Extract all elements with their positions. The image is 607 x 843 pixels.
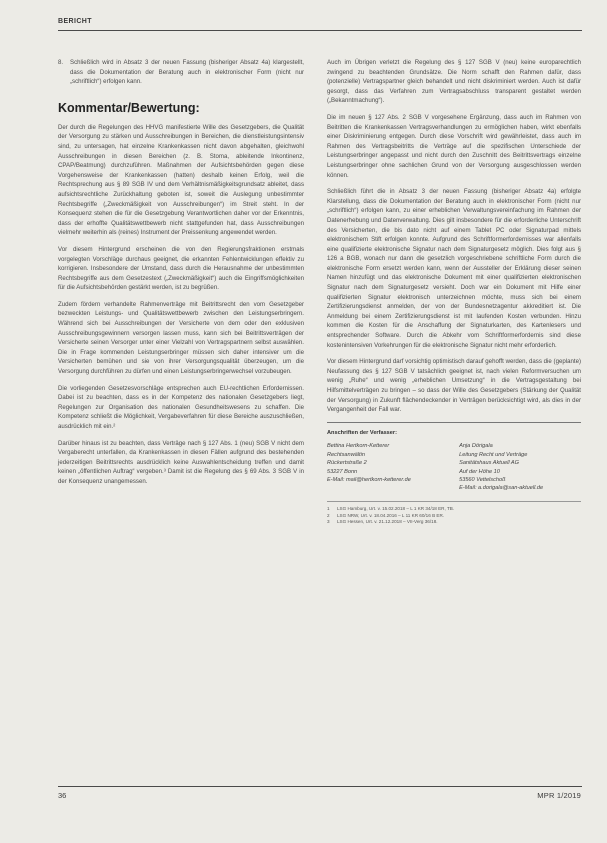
paragraph: Auch im Übrigen verletzt die Regelung des § 127 SGB V (neu) keine europarechtlich zwingend zu beachtenden Grundsätze. Die Norm schafft den Rahmen dafür, dass (potenzielle) Vertragspartner gleich behandelt und nicht diskriminiert werden. Auch ist dafür gesorgt, dass das Verfahren zum Vertragsabschluss transparent gestaltet werden („Bekanntmachung“). bbox=[327, 59, 581, 105]
footnote bbox=[327, 513, 581, 520]
commentary-heading: Kommentar/Bewertung: bbox=[58, 100, 200, 115]
author-addresses bbox=[327, 442, 581, 492]
section-header: BERICHT bbox=[58, 18, 92, 25]
header-rule bbox=[58, 30, 582, 31]
paragraph: Vor diesem Hintergrund darf vorsichtig optimistisch darauf gehofft werden, dass die (geplante) Neufassung des § 127 SGB V tatsächlich geeignet ist, nach vielen Reformversuchen um wenig „Ruhe“ und wenig „erheblichen Umsetzung“ in die Vertragsgestaltung bei Hilfsmittelverträgen zu bringen – so dass der Wille des Gesetzgebers (Stärkung der Qualität der Versorgung) in Zukunft flächendeckender in Verträgen berücksichtigt wird, als dies in der Vergangenheit der Fall war. bbox=[327, 358, 581, 414]
author-email: E-Mail: mail@hertkorn-ketterer.de bbox=[327, 477, 411, 483]
author-line: Sanitätshaus Aktuell AG bbox=[459, 460, 519, 467]
journal-issue: MPR 1/2019 bbox=[537, 791, 581, 800]
author-line: Leitung Recht und Verträge bbox=[459, 451, 528, 458]
author-line: Rechtsanwältin bbox=[327, 451, 365, 458]
footnote-text: LSG NRW, Urt. v. 18.04.2016 – L 11 KR 60/16 B ER. bbox=[337, 512, 445, 518]
footnote bbox=[327, 519, 581, 526]
page-number: 36 bbox=[58, 791, 67, 800]
paragraph: Der durch die Regelungen des HHVG manifestierte Wille des Gesetzgebers, die Qualität der Versorgung zu stärken und Ausschreibungen in Bereichen, die dienstleistungsintensiv sind, zu untersagen, hat einzelne Krankenkassen nicht davon abgehalten, gleichwohl Ausschreibungen in diesen Bereichen (z. B. Stoma, ableitende Inkontinenz, CPAP/Beatmung) durchzuführen. Maßnahmen der Aufsichtsbehörden gegen diese Vorgehensweise der Krankenkassen (hatten) deshalb keinen Erfolg, weil die Rechtsprechung aus § 89 SGB IV und dem Verhältnismäßigkeitsgrundsatz ableitet, dass aufsichtsrechtliche Zurückhaltung geboten ist, soweit die Auslegung unbestimmter Rechtsbegriffe („Zweckmäßigkeit von Ausschreibungen“) im Streit steht. In der Konsequenz stehen die für die Gesetzgebung Verantwortlichen daher vor der Erkenntnis, dass der erhoffte Qualitätswettbewerb nicht stattgefunden hat, dass Ausschreibungen vielmehr weiterhin als (reines) Instrument der Preissenkung angewendet werden. bbox=[58, 123, 304, 237]
author-address-1 bbox=[327, 442, 449, 492]
paragraph: Schließlich führt die in Absatz 3 der neuen Fassung (bisheriger Absatz 4a) erfolgte Klarstellung, dass die Dokumentation der Beratung auch in elektronischer Form (nicht nur „schriftlich“) erfolgen kann, zu einer erheblichen Verwaltungsvereinfachung im Rahmen der Datenerhebung und Datenverwaltung. Dies gilt insbesondere für die erforderliche Unterschrift des Versicherten, die bis dato nicht auf einem Tablet PC oder Signaturpad mittels elektronischem Stift erfolgen konnte. Aufgrund des Schriftformerfordernisses war allenfalls eine qualifizierte elektronische Signatur nach dem Signaturgesetz möglich. Dies folgt aus § 126 a BGB, wonach nur dann die gesetzlich vorgeschriebene schriftliche Form durch die elektronische Form ersetzt werden kann, wenn der Aussteller der Erklärung dieser seinen Namen hinzufügt und das elektronische Dokument mit einer qualifizierten elektronischen Signatur nach dem Signaturgesetz versieht. Doch war ein Dokument mit Hilfe einer qualifizierten Signatur elektronisch unterzeichnen möchte, muss sich bei einem Zertifizierungsdienst anmelden, der von der Bundesnetzagentur akkreditiert ist. Die Anmeldung bei einem Zertifizierungsdienst ist mit laufenden Kosten verbunden. Hinzu kommen die Kosten für die Anschaffung der Signaturkarten, des Kartenlesers und entsprechender Software. Durch die Abkehr vom Schriftformerfordernis sind diese kostenintensiven Vorkehrungen für die elektronische Signatur nicht mehr erforderlich. bbox=[327, 188, 581, 349]
authors-heading: Anschriften der Verfasser: bbox=[327, 422, 581, 439]
footnote bbox=[327, 506, 581, 513]
right-column bbox=[327, 58, 581, 526]
paragraph: Zudem fördern verhandelte Rahmenverträge mit Beitrittsrecht den vom Gesetzgeber bezweckten Leistungs- und Qualitätswettbewerb zwischen den Leistungserbringern. Während sich bei Ausschreibungen der Versicherte von dem oder den exklusiven Ausschreibungsgewinnern versorgen lassen muss, kann sich bei Beitrittsverträgen der Versicherte seinen Versorger unter einer Vielzahl von Vertragspartnern selbst auswählen. Die in Frage kommenden Leistungserbringer müssen sich daher intensiver um die Versicherten bemühen und sie von ihrer Versorgungsqualität überzeugen, um die Versorgung durchführen zu dürfen und einen Leistungserbringerwechsel vorzubeugen. bbox=[58, 300, 304, 376]
paragraph: Die im neuen § 127 Abs. 2 SGB V vorgesehene Ergänzung, dass auch im Rahmen von Beitritten die Krankenkassen Vertragsverhandlungen zu ermöglichen haben, wirkt ebenfalls einer Diskriminierung entgegen. Durch diese Vorschrift wird gewährleistet, dass auch im Rahmen des Vertragsbeitritts die Verträge auf die spezifischen Unterschiede der Leistungserbringer angepasst und nicht durch den Zuschnitt des Beitrittsvertrags einzelne Leistungserbringer ohne sachlichen Grund von der Versorgung ausgeschlossen werden können. bbox=[327, 113, 581, 179]
author-line: Anja Dörigala bbox=[459, 443, 493, 450]
list-item-number: 8. bbox=[58, 59, 64, 66]
footnote-number: 1 bbox=[327, 505, 330, 511]
list-item-text: Schließlich wird in Absatz 3 der neuen Fassung (bisheriger Absatz 4a) klargestellt, dass die Dokumentation der Beratung auch in elektronischer Form (nicht nur „schriftlich“) erfolgen kann. bbox=[70, 59, 304, 86]
author-line: Bettina Hertkorn-Ketterer bbox=[327, 443, 390, 450]
left-column bbox=[58, 58, 304, 494]
paragraph: Vor diesem Hintergrund erscheinen die von den Regierungsfraktionen erstmals vorgelegten Vorschläge durchaus geeignet, die erkannten Fehlentwicklungen effektiv zu korrigieren. Insbesondere der Umstand, dass durch die Herausnahme der unbestimmten Rechtsbegriffe aus dem Gesetzestext („Zweckmäßigkeit“) auch die Eingriffsmöglichkeiten für die Aufsichtsbehörden gestärkt werden, ist zu begrüßen. bbox=[58, 245, 304, 292]
footer-rule bbox=[58, 786, 582, 787]
author-line: 53227 Bonn bbox=[327, 468, 358, 475]
footnote-text: LSG Hessen, Urt. v. 21.12.2018 – VII-Verg 36/18. bbox=[337, 519, 438, 525]
author-address-2 bbox=[459, 442, 581, 492]
author-line: Rückertstraße 2 bbox=[327, 460, 367, 467]
author-line: Auf der Höhe 10 bbox=[459, 468, 500, 475]
paragraph: Die vorliegenden Gesetzesvorschläge entsprechen auch EU-rechtlichen Erfordernissen. Dabei ist zu beachten, dass es in der Kompetenz des nationalen Gesetzgebers liegt, Regelungen zur Organisation des nationalen Gesundheitswesens zu schaffen. Die Kompetenz schließt die Möglichkeit, Vergabeverfahren für diese Bereiche auszuschließen, ausdrücklich mit ein.² bbox=[58, 384, 304, 430]
footnote-number: 3 bbox=[327, 519, 330, 525]
author-email: E-Mail: a.dorigala@san-aktuell.de bbox=[459, 485, 544, 492]
footnotes bbox=[327, 501, 581, 526]
footnote-text: LSG Hamburg, Urt. v. 15.02.2018 – L 1 KR 34/18 ER, TB. bbox=[337, 505, 455, 511]
list-item bbox=[58, 58, 304, 87]
footnote-number: 2 bbox=[327, 512, 330, 518]
author-line: 53560 Vettelschoß bbox=[459, 477, 506, 483]
paragraph: Darüber hinaus ist zu beachten, dass Verträge nach § 127 Abs. 1 (neu) SGB V nicht dem Vergaberecht unterfallen, da Krankenkassen in diesen Fällen aufgrund des bestehenden jederzeitigen Beitrittsrechts ausdrücklich keine Auswahlentscheidung treffen und damit keinen „öffentlichen Auftrag“ vergeben.³ Damit ist die Regelung des § 69 Abs. 3 SGB V in der Konsequenz unangemessen. bbox=[58, 439, 304, 485]
